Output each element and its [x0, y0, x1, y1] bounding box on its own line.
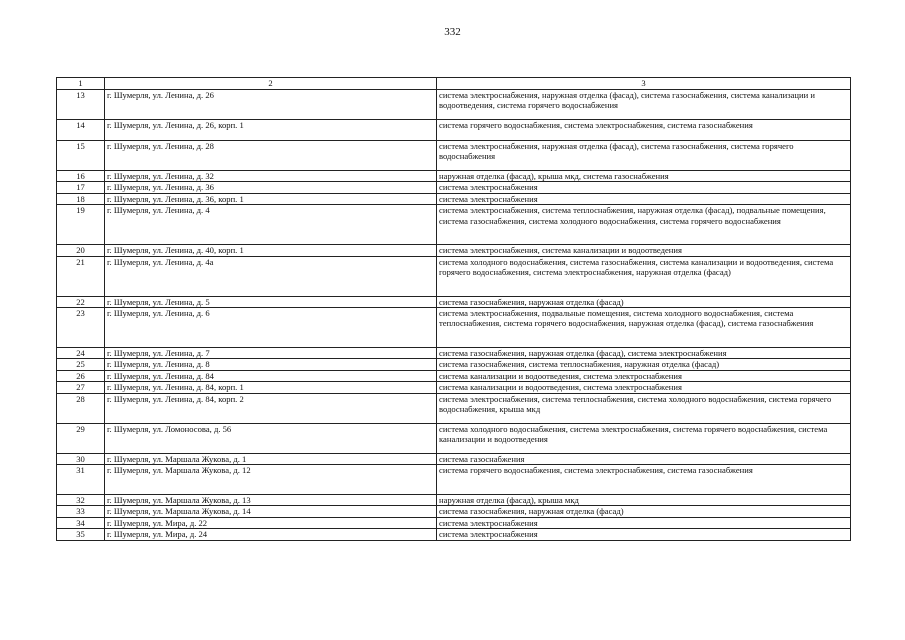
systems-cell: система газоснабжения, наружная отделка (фасад), система электроснабжения — [437, 348, 851, 359]
row-number-cell: 23 — [57, 308, 105, 348]
row-number-cell: 32 — [57, 495, 105, 506]
table-row — [57, 120, 851, 141]
address-cell: г. Шумерля, ул. Мира, д. 24 — [105, 529, 437, 540]
row-number-cell: 28 — [57, 393, 105, 423]
column-header-address: 2 — [105, 78, 437, 90]
row-number-cell: 14 — [57, 120, 105, 141]
table-row — [57, 182, 851, 193]
table-row — [57, 256, 851, 296]
address-cell: г. Шумерля, ул. Маршала Жукова, д. 12 — [105, 465, 437, 495]
address-cell: г. Шумерля, ул. Ленина, д. 8 — [105, 359, 437, 370]
table-body — [57, 90, 851, 541]
systems-cell: система электроснабжения, система теплоснабжения, система холодного водоснабжения, система горячего водоснабжения, крыша мкд — [437, 393, 851, 423]
column-header-systems: 3 — [437, 78, 851, 90]
address-cell: г. Шумерля, ул. Ленина, д. 84 — [105, 370, 437, 381]
systems-cell: система канализации и водоотведения, система электроснабжения — [437, 382, 851, 393]
address-cell: г. Шумерля, ул. Ленина, д. 84, корп. 2 — [105, 393, 437, 423]
table-row — [57, 171, 851, 182]
address-cell: г. Шумерля, ул. Маршала Жукова, д. 1 — [105, 453, 437, 464]
row-number-cell: 17 — [57, 182, 105, 193]
table-row — [57, 245, 851, 256]
table-row — [57, 296, 851, 307]
row-number-cell: 26 — [57, 370, 105, 381]
address-cell: г. Шумерля, ул. Ленина, д. 4 — [105, 205, 437, 245]
table-row — [57, 90, 851, 120]
address-cell: г. Шумерля, ул. Мира, д. 22 — [105, 517, 437, 528]
table-row — [57, 348, 851, 359]
address-cell: г. Шумерля, ул. Ленина, д. 84, корп. 1 — [105, 382, 437, 393]
systems-cell: система электроснабжения — [437, 529, 851, 540]
address-cell: г. Шумерля, ул. Ленина, д. 36 — [105, 182, 437, 193]
table-row — [57, 141, 851, 171]
table-row — [57, 453, 851, 464]
row-number-cell: 25 — [57, 359, 105, 370]
row-number-cell: 33 — [57, 506, 105, 517]
table-row — [57, 495, 851, 506]
row-number-cell: 15 — [57, 141, 105, 171]
systems-cell: система холодного водоснабжения, система газоснабжения, система канализации и водоотведения, система горячего водоснабжения, система электроснабжения, наружная отделка (фасад) — [437, 256, 851, 296]
systems-cell: система электроснабжения, подвальные помещения, система холодного водоснабжения, система теплоснабжения, система горячего водоснабжения, наружная отделка (фасад), система газоснабжения — [437, 308, 851, 348]
systems-cell: наружная отделка (фасад), крыша мкд, система газоснабжения — [437, 171, 851, 182]
row-number-cell: 29 — [57, 423, 105, 453]
table-row — [57, 465, 851, 495]
table-row — [57, 382, 851, 393]
systems-cell: система газоснабжения — [437, 453, 851, 464]
row-number-cell: 30 — [57, 453, 105, 464]
address-cell: г. Шумерля, ул. Ленина, д. 6 — [105, 308, 437, 348]
column-header-number: 1 — [57, 78, 105, 90]
systems-cell: система горячего водоснабжения, система электроснабжения, система газоснабжения — [437, 120, 851, 141]
systems-cell: система горячего водоснабжения, система электроснабжения, система газоснабжения — [437, 465, 851, 495]
address-cell: г. Шумерля, ул. Маршала Жукова, д. 14 — [105, 506, 437, 517]
address-cell: г. Шумерля, ул. Ленина, д. 4а — [105, 256, 437, 296]
row-number-cell: 24 — [57, 348, 105, 359]
header-row — [57, 78, 851, 90]
address-cell: г. Шумерля, ул. Ленина, д. 26, корп. 1 — [105, 120, 437, 141]
address-cell: г. Шумерля, ул. Ленина, д. 26 — [105, 90, 437, 120]
table-row — [57, 193, 851, 204]
address-cell: г. Шумерля, ул. Ленина, д. 28 — [105, 141, 437, 171]
address-cell: г. Шумерля, ул. Ленина, д. 7 — [105, 348, 437, 359]
row-number-cell: 31 — [57, 465, 105, 495]
row-number-cell: 27 — [57, 382, 105, 393]
address-cell: г. Шумерля, ул. Ленина, д. 40, корп. 1 — [105, 245, 437, 256]
table-row — [57, 529, 851, 540]
address-cell: г. Шумерля, ул. Маршала Жукова, д. 13 — [105, 495, 437, 506]
table-row — [57, 517, 851, 528]
systems-cell: система электроснабжения — [437, 182, 851, 193]
systems-cell: наружная отделка (фасад), крыша мкд — [437, 495, 851, 506]
table-row — [57, 506, 851, 517]
row-number-cell: 13 — [57, 90, 105, 120]
systems-cell: система холодного водоснабжения, система электроснабжения, система горячего водоснабжения, система канализации и водоотведения — [437, 423, 851, 453]
row-number-cell: 18 — [57, 193, 105, 204]
systems-cell: система газоснабжения, система теплоснабжения, наружная отделка (фасад) — [437, 359, 851, 370]
address-cell: г. Шумерля, ул. Ленина, д. 36, корп. 1 — [105, 193, 437, 204]
row-number-cell: 16 — [57, 171, 105, 182]
systems-cell: система газоснабжения, наружная отделка (фасад) — [437, 506, 851, 517]
table-row — [57, 423, 851, 453]
systems-cell: система электроснабжения — [437, 193, 851, 204]
systems-cell: система электроснабжения, система канализации и водоотведения — [437, 245, 851, 256]
address-cell: г. Шумерля, ул. Ленина, д. 5 — [105, 296, 437, 307]
row-number-cell: 19 — [57, 205, 105, 245]
systems-cell: система электроснабжения, система теплоснабжения, наружная отделка (фасад), подвальные помещения, система газоснабжения, система холодного водоснабжения, система горячего водоснабжения — [437, 205, 851, 245]
buildings-table — [56, 77, 851, 541]
table-row — [57, 359, 851, 370]
page-number: 332 — [444, 26, 461, 38]
row-number-cell: 34 — [57, 517, 105, 528]
row-number-cell: 22 — [57, 296, 105, 307]
systems-cell: система электроснабжения — [437, 517, 851, 528]
table-header — [57, 78, 851, 90]
table-row — [57, 308, 851, 348]
table-row — [57, 205, 851, 245]
table-row — [57, 393, 851, 423]
row-number-cell: 20 — [57, 245, 105, 256]
systems-cell: система электроснабжения, наружная отделка (фасад), система газоснабжения, система горячего водоснабжения — [437, 141, 851, 171]
address-cell: г. Шумерля, ул. Ленина, д. 32 — [105, 171, 437, 182]
row-number-cell: 21 — [57, 256, 105, 296]
systems-cell: система канализации и водоотведения, система электроснабжения — [437, 370, 851, 381]
table-row — [57, 370, 851, 381]
systems-cell: система газоснабжения, наружная отделка (фасад) — [437, 296, 851, 307]
systems-cell: система электроснабжения, наружная отделка (фасад), система газоснабжения, система канализации и водоотведения, система горячего водоснабжения — [437, 90, 851, 120]
row-number-cell: 35 — [57, 529, 105, 540]
address-cell: г. Шумерля, ул. Ломоносова, д. 56 — [105, 423, 437, 453]
